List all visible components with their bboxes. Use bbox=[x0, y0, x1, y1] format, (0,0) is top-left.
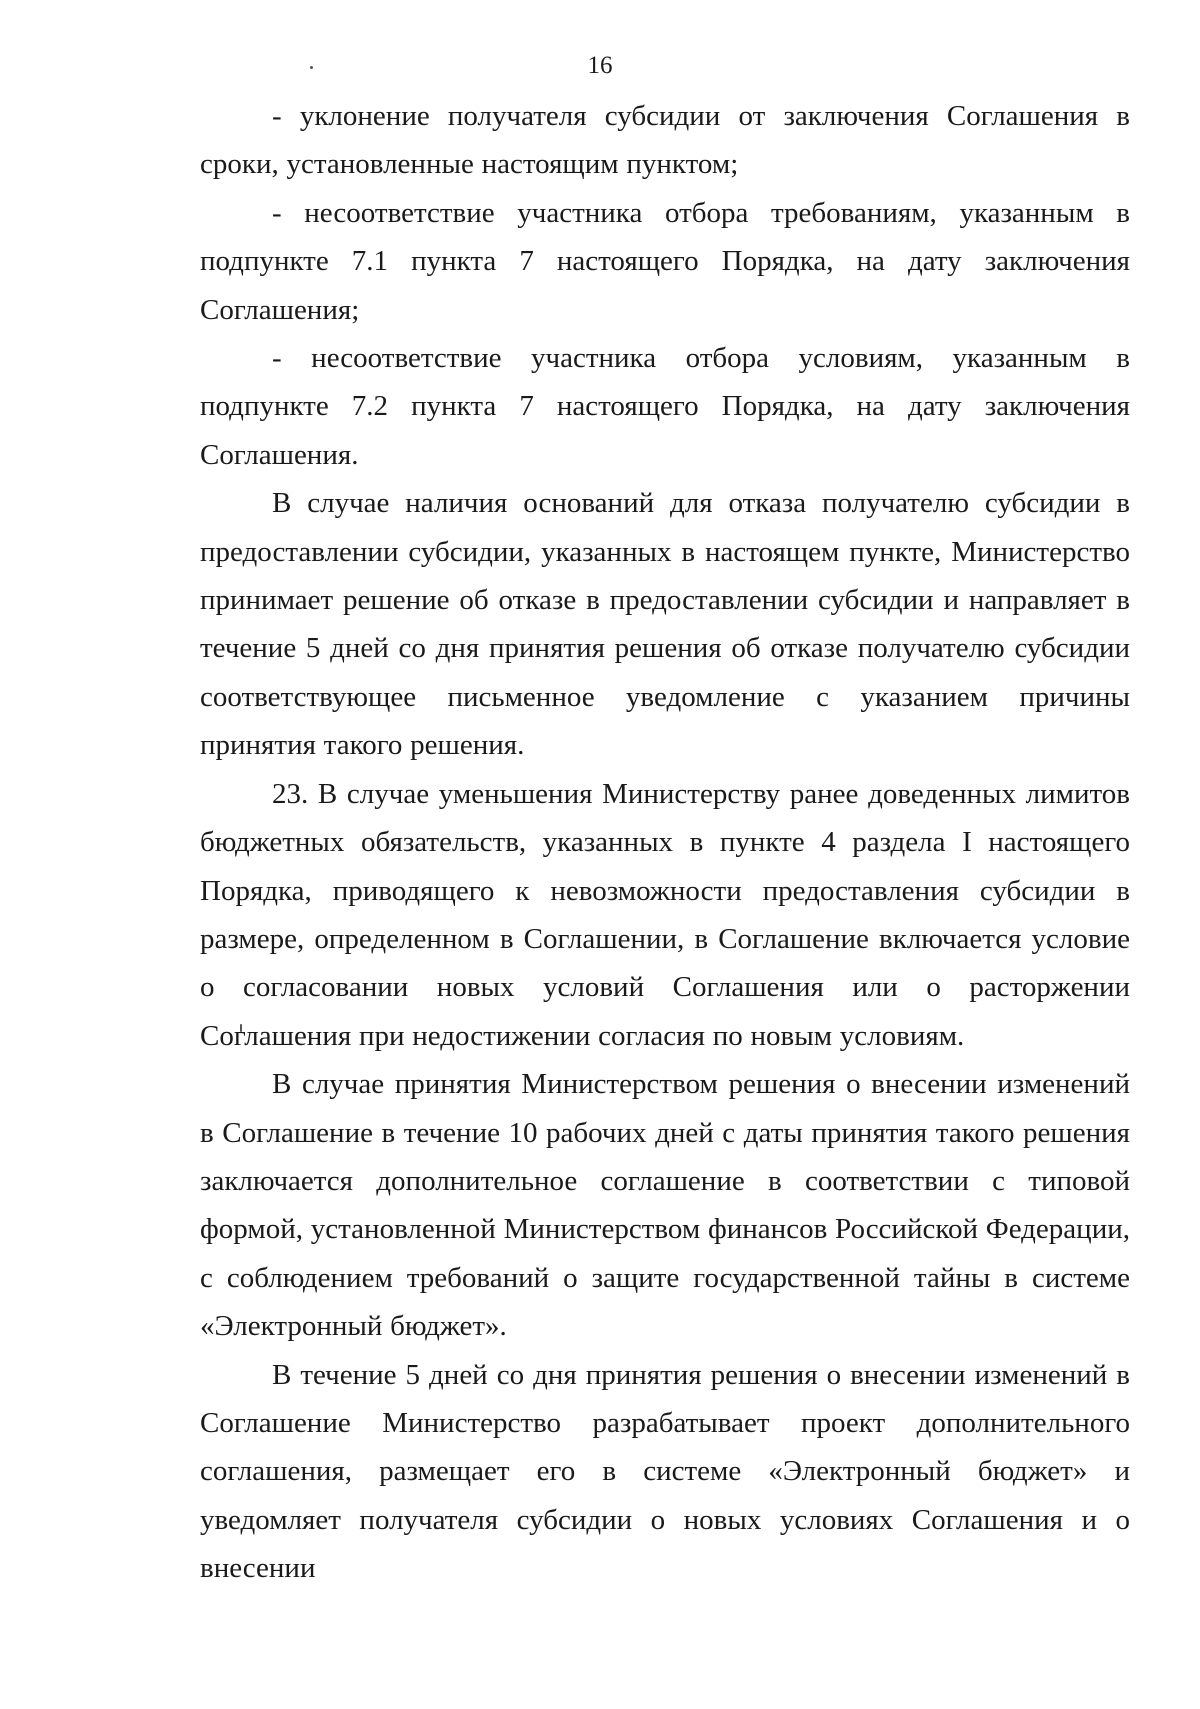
paragraph: - уклонение получателя субсидии от заключения Соглашения в сроки, установленные настоящим пунктом; bbox=[200, 100, 1130, 181]
paragraph: В течение 5 дней со дня принятия решения о внесении изменений в Соглашение Министерство разрабатывает проект дополнительного соглашения, размещает его в системе «Электронный бюджет» и уведомляет получателя субсидии о новых условиях Соглашения и о внесении bbox=[200, 1358, 1130, 1585]
scan-dot bbox=[310, 66, 313, 69]
paragraph: - несоответствие участника отбора условиям, указанным в подпункте 7.2 пункта 7 настоящего Порядка, на дату заключения Соглашения. bbox=[200, 342, 1130, 471]
paragraph: В случае наличия оснований для отказа получателю субсидии в предоставлении субсидии, указанных в настоящем пункте, Министерство принимает решение об отказе в предоставлении субсидии и направляет в течение 5 дней со дня принятия решения об отказе получателю субсидии соответствующее письменное уведомление с указанием причины принятия такого решения. bbox=[200, 487, 1130, 762]
paragraph: 23. В случае уменьшения Министерству ранее доведенных лимитов бюджетных обязательств, указанных в пункте 4 раздела I настоящего Порядка, приводящего к невозможности предоставления субсидии в размере, определенном в Соглашении, в Соглашение включается условие о согласовании новых условий Соглашения или о расторжении Соглашения при недостижении согласия по новым условиям. bbox=[200, 777, 1130, 1052]
page-number: 16 bbox=[587, 52, 613, 79]
paragraph: В случае принятия Министерством решения о внесении изменений в Соглашение в течение 10 рабочих дней с даты принятия такого решения заключается дополнительное соглашение в соответствии с типовой формой, установленной Министерством финансов Российской Федерации, с соблюдением требований о защите государственной тайны в системе «Электронный бюджет». bbox=[200, 1068, 1130, 1343]
body-text bbox=[200, 92, 1130, 1593]
paragraph: - несоответствие участника отбора требованиям, указанным в подпункте 7.1 пункта 7 настоящего Порядка, на дату заключения Соглашения; bbox=[200, 196, 1130, 326]
